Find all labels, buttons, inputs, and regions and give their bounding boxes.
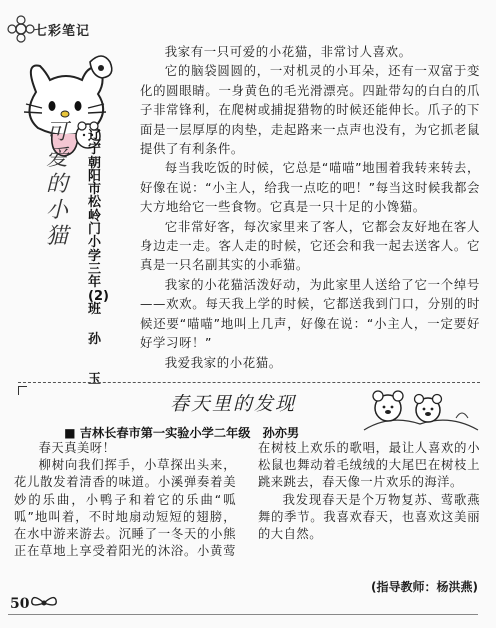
article2-title: 春天里的发现 — [170, 393, 297, 415]
paragraph: 我家的小花猫活泼好动，为此家里人送给了它一个绰号——欢欢。每天我上学的时候，它都送我到门口，分别的时候还要“喵喵”地叫上几声，好像在说：“小主人，一定要好好学习呀！” — [140, 276, 480, 351]
column-tag — [4, 2, 92, 46]
paragraph: 它非常好客，每次家里来了客人，它都会友好地在客人身边走一走。客人走的时候，它还会和我一起去送客人。它真是一只名副其实的小乖猫。 — [140, 218, 480, 273]
bow-icon — [30, 592, 58, 614]
page-number: 50 — [10, 596, 30, 612]
title-char: 猫 — [45, 224, 68, 249]
paragraph: 我家有一只可爱的小花猫，非常讨人喜欢。 — [164, 44, 412, 59]
section-divider — [18, 382, 480, 383]
bears-illustration — [360, 384, 480, 434]
column-tag-label: 七彩笔记 — [34, 24, 91, 39]
paragraph: 它的脑袋圆圆的，一对机灵的小耳朵，还有一双富于变化的圆眼睛。一身黄色的毛光滑漂亮。四趾带勾的白白的爪子非常锋利，在爬树或捕捉猎物的时候还能伸长。爪子的下面是一层厚厚的肉垫，走起路来一点声也没有，为它抓老鼠提供了有利条件。 — [140, 63, 480, 157]
bullet-icon: ■ — [64, 426, 76, 440]
article1-author-name: 孙 玉 — [88, 332, 102, 387]
article1-author-school: 辽宁朝阳市松岭门小学三年(2)班 — [88, 129, 109, 317]
teacher-credit: (指导教师：杨洪燕) — [371, 580, 478, 594]
paragraph: 柳树向我们挥手，小草探出头来，花儿散发着清香的味道。小溪弹奏着美妙的乐曲，小鸭子和着它的乐曲“呱呱”地叫着，不时地扇动短短的翅膀，在水中游来游去。沉睡了一冬天的小熊正在草地上享受着阳光的沐浴。小黄莺在树枝上欢乐的歌唱，最让人喜欢的小松鼠也舞动着毛绒绒的大尾巴在树枝上跳来跳去，春天像一片欢乐的海洋。 — [14, 441, 480, 559]
corner-bracket — [18, 386, 27, 395]
paragraph: 我发现春天是个万物复苏、莺歌燕舞的季节。我喜欢春天，也喜欢这美丽的大自然。 — [258, 492, 480, 542]
article2-author — [64, 424, 299, 441]
footer-rule — [8, 614, 478, 615]
article1-title — [42, 120, 72, 249]
article1-body — [140, 42, 480, 372]
title-char: 爱 — [45, 146, 68, 171]
flower-icon — [6, 14, 36, 44]
paragraph: 每当我吃饭的时候，它总是“喵喵”地围着我转来转去，好像在说：“小主人，给我一点吃的吧！”每当这时候我都会大方地给它一些食物。它真是一只十足的小馋猫。 — [140, 160, 480, 215]
article2-body — [14, 440, 480, 576]
paragraph: 我爱我家的小花猫。 — [164, 354, 282, 370]
title-char: 的 — [45, 172, 68, 197]
title-char: 可 — [45, 120, 68, 145]
article2-author-text: 吉林长春市第一实验小学二年级 孙亦男 — [79, 426, 300, 440]
title-char: 小 — [45, 198, 68, 223]
paragraph: 春天真美呀！ — [38, 441, 116, 455]
